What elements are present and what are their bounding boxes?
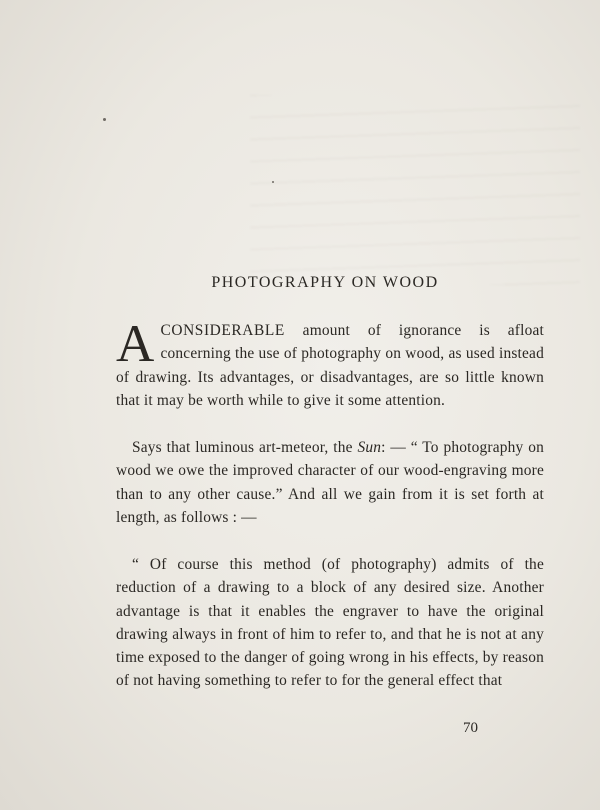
paragraph-1 — [116, 315, 544, 412]
lead-word: CONSIDERABLE — [160, 322, 285, 339]
paragraph-1-text: amount of ignorance is afloat concerning the use of photography on wood, as used instead of drawing. Its advantages, or disadvantages, are so little known that it may be worth while to give it some attention. — [116, 322, 544, 409]
paper-speck — [272, 181, 274, 183]
show-through-text — [250, 95, 580, 285]
paragraph-3: “ Of course this method (of photography) admits of the reduction of a drawing to a block of any desired size. Another advantage is that it enables the engraver to have the original drawing always in front of him to refer to, and that he is not at any time exposed to the danger of going wrong in his effects, by reason of not having something to refer to for the general effect that — [116, 556, 544, 690]
chapter-title: PHOTOGRAPHY ON WOOD — [211, 274, 439, 291]
paper-speck — [103, 118, 106, 121]
drop-cap: A — [116, 315, 155, 373]
paragraph-2-text-after: : — “ To photography on wood we owe the improved character of our wood-engraving more than to any other cause.” And all we gain from it is set forth at length, as follows : — — [116, 439, 545, 526]
paragraph-2-text-before: Says that luminous art-meteor, the — [132, 439, 358, 456]
page-number: 70 — [463, 720, 478, 736]
italic-sun: Sun — [357, 439, 382, 456]
paragraph-2 — [116, 436, 544, 529]
